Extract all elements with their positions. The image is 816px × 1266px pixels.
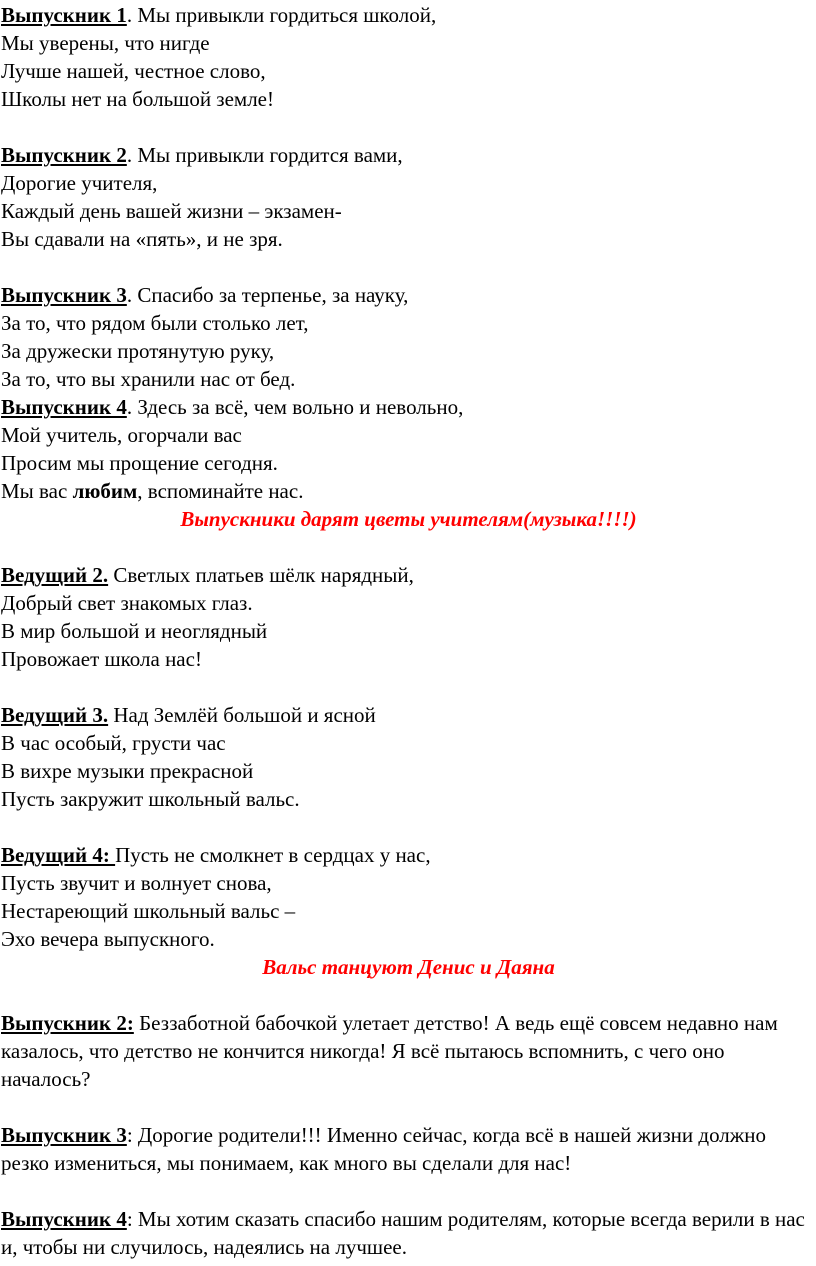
stanza-host-3 bbox=[1, 701, 816, 813]
verse-line: Каждый день вашей жизни – экзамен- bbox=[1, 199, 342, 223]
verse-line: Эхо вечера выпускного. bbox=[1, 927, 215, 951]
verse-line: Вы сдавали на «пять», и не зря. bbox=[1, 227, 283, 251]
speaker-label: Ведущий 2. bbox=[1, 563, 109, 587]
verse-line: В мир большой и неоглядный bbox=[1, 619, 268, 643]
speaker-label: Ведущий 4: bbox=[1, 843, 116, 867]
verse-line: Пусть звучит и волнует снова, bbox=[1, 871, 272, 895]
emphasis-word: любим bbox=[72, 479, 138, 503]
verse-line: За то, что рядом были столько лет, bbox=[1, 311, 309, 335]
stanza-host-4 bbox=[1, 841, 816, 953]
verse-line: Школы нет на большой земле! bbox=[1, 87, 274, 111]
verse-line: Добрый свет знакомых глаз. bbox=[1, 591, 253, 615]
verse-line: Дорогие учителя, bbox=[1, 171, 158, 195]
verse-line: . Мы привыкли гордится вами, bbox=[126, 143, 403, 167]
speaker-label: Выпускник 4 bbox=[1, 395, 127, 419]
stage-direction: Вальс танцуют Денис и Даяна bbox=[262, 955, 555, 979]
verse-line: Над Землёй большой и ясной bbox=[108, 703, 376, 727]
verse-line: За дружески протянутую руку, bbox=[1, 339, 275, 363]
stanza-graduate-3 bbox=[1, 281, 816, 393]
verse-line: Пусть закружит школьный вальс. bbox=[1, 787, 300, 811]
verse-line: Нестареющий школьный вальс – bbox=[1, 899, 296, 923]
speaker-label: Ведущий 3. bbox=[1, 703, 109, 727]
verse-line: Лучше нашей, честное слово, bbox=[1, 59, 266, 83]
speaker-label: Выпускник 4 bbox=[1, 1207, 127, 1231]
prose-paragraph-graduate-4 bbox=[1, 1205, 816, 1261]
verse-line: Пусть не смолкнет в сердцах у нас, bbox=[115, 843, 431, 867]
speaker-label: Выпускник 3 bbox=[1, 1123, 127, 1147]
paragraph-text: Беззаботной бабочкой улетает детство! А ведь ещё совсем недавно нам казалось, что детство не кончится никогда! Я всё пытаюсь вспомнить, с чего оно началось? bbox=[1, 1011, 778, 1091]
speaker-label: Выпускник 2 bbox=[1, 143, 127, 167]
verse-line-start: Мы вас bbox=[1, 479, 73, 503]
stanza-host-2 bbox=[1, 561, 816, 673]
paragraph-text: : Дорогие родители!!! Именно сейчас, когда всё в нашей жизни должно резко измениться, мы понимаем, как много вы сделали для нас! bbox=[1, 1123, 767, 1175]
verse-line: Мы уверены, что нигде bbox=[1, 31, 210, 55]
stage-direction: Выпускники дарят цветы учителям(музыка!!!!) bbox=[180, 507, 637, 531]
verse-line: Мой учитель, огорчали вас bbox=[1, 423, 242, 447]
prose-paragraph-graduate-2 bbox=[1, 1009, 816, 1093]
prose-paragraph-graduate-3 bbox=[1, 1121, 816, 1177]
verse-line: В вихре музыки прекрасной bbox=[1, 759, 254, 783]
speaker-label: Выпускник 1 bbox=[1, 3, 127, 27]
verse-line: . Мы привыкли гордиться школой, bbox=[126, 3, 437, 27]
paragraph-text: : Мы хотим сказать спасибо нашим родителям, которые всегда верили в нас и, чтобы ни случилось, надеялись на лучшее. bbox=[1, 1207, 805, 1259]
stanza-graduate-1 bbox=[1, 1, 816, 113]
verse-line-end: , вспоминайте нас. bbox=[137, 479, 304, 503]
verse-line: За то, что вы хранили нас от бед. bbox=[1, 367, 296, 391]
stanza-graduate-4 bbox=[1, 393, 816, 505]
speaker-label: Выпускник 2: bbox=[1, 1011, 134, 1035]
verse-line: Светлых платьев шёлк нарядный, bbox=[108, 563, 414, 587]
stanza-graduate-2 bbox=[1, 141, 816, 253]
speaker-label: Выпускник 3 bbox=[1, 283, 127, 307]
verse-line: Провожает школа нас! bbox=[1, 647, 202, 671]
verse-line: . Здесь за всё, чем вольно и невольно, bbox=[126, 395, 464, 419]
verse-line: Просим мы прощение сегодня. bbox=[1, 451, 278, 475]
verse-line: . Спасибо за терпенье, за науку, bbox=[126, 283, 409, 307]
verse-line: В час особый, грусти час bbox=[1, 731, 226, 755]
